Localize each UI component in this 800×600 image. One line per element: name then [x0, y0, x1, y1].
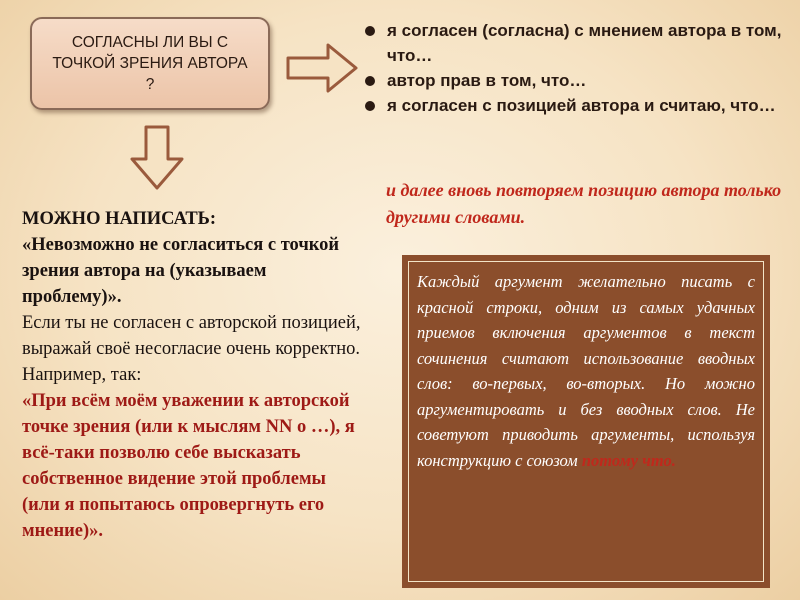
main-text: [22, 206, 367, 544]
bullet-dot-icon: [365, 76, 375, 86]
list-item: автор прав в том, что…: [362, 68, 782, 93]
note-highlight: потому что.: [581, 450, 676, 470]
note-text: [408, 261, 764, 582]
disagree-text: Если ты не согласен с авторской позицией, выражай своё несогласие очень корректно. Например, так:: [22, 313, 361, 385]
agree-phrase: «Невозможно не согласиться с точкой зрения автора на (указываем проблему)».: [22, 235, 340, 307]
question-box: [30, 17, 270, 110]
question-text: СОГЛАСНЫ ЛИ ВЫ С ТОЧКОЙ ЗРЕНИЯ АВТОРА ?: [52, 34, 248, 93]
note-body: Каждый аргумент желательно писать с красной строки, одним из самых удачных приемов включения аргументов в текст сочинения считают использование вводных слов: во-первых, во-вторых. Но можно аргументировать и без вводных слов. Не советуют приводить аргументы, используя конструкцию с союзом: [417, 272, 755, 470]
disagree-example: «При всём моём уважении к авторской точке зрения (или к мыслям NN о …), я всё-таки позволю себе высказать собственное видение этой проблемы (или я попытаюсь опровергнуть его мнение)».: [22, 391, 355, 541]
down-arrow-icon: [130, 125, 184, 191]
main-heading: МОЖНО НАПИСАТЬ:: [22, 209, 217, 229]
note-box: [402, 255, 770, 588]
list-item: я согласен (согласна) с мнением автора в том, что…: [362, 18, 782, 68]
list-item: я согласен с позицией автора и считаю, что…: [362, 93, 782, 118]
bullet-dot-icon: [365, 26, 375, 36]
right-arrow-icon: [286, 42, 358, 94]
agreement-phrases: [362, 18, 782, 118]
repeat-note: и далее вновь повторяем позицию автора только другими словами.: [386, 180, 782, 227]
bullet-dot-icon: [365, 101, 375, 111]
